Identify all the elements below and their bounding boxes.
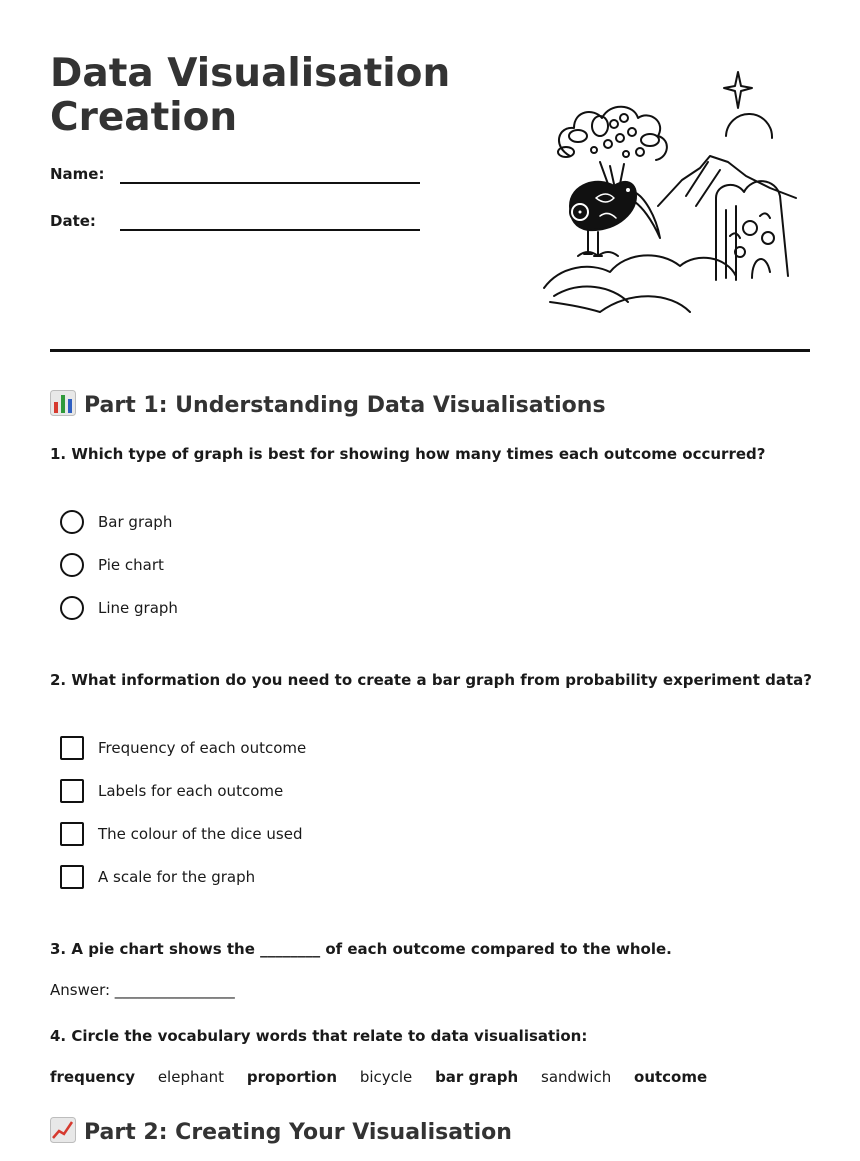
question-3: 3. A pie chart shows the ________ of each outcome compared to the whole. (50, 940, 672, 958)
part1-heading-text: Part 1: Understanding Data Visualisations (84, 393, 606, 418)
line-chart-icon (50, 1117, 76, 1143)
header-divider (50, 349, 810, 352)
q3-answer-line[interactable]: Answer: ________________ (50, 981, 235, 999)
vocab-word[interactable]: frequency (50, 1068, 136, 1086)
option-label: Line graph (98, 599, 178, 617)
question-2: 2. What information do you need to create a bar graph from probability experiment data? (50, 671, 812, 689)
option-label: Frequency of each outcome (98, 739, 307, 757)
checkbox[interactable] (60, 736, 84, 760)
name-label: Name: (50, 165, 105, 183)
question-4: 4. Circle the vocabulary words that relate to data visualisation: (50, 1027, 588, 1045)
vocab-word[interactable]: outcome (634, 1068, 708, 1086)
vocabulary-word-list (50, 1067, 725, 1087)
checkbox[interactable] (60, 779, 84, 803)
option-label: Pie chart (98, 556, 164, 574)
vocab-word[interactable]: bar graph (435, 1068, 519, 1086)
option-label: The colour of the dice used (98, 825, 303, 843)
question-1: 1. Which type of graph is best for showing how many times each outcome occurred? (50, 445, 766, 463)
date-field-row (50, 212, 470, 242)
option-label: A scale for the graph (98, 868, 256, 886)
name-field-row (50, 165, 470, 195)
radio-button[interactable] (60, 553, 84, 577)
page-title: Data Visualisation Creation (50, 51, 451, 140)
option-label: Bar graph (98, 513, 173, 531)
option-label: Labels for each outcome (98, 782, 284, 800)
checkbox[interactable] (60, 865, 84, 889)
date-label: Date: (50, 212, 96, 230)
bar-chart-icon (50, 390, 76, 416)
part2-heading-text: Part 2: Creating Your Visualisation (84, 1120, 512, 1145)
checkbox[interactable] (60, 822, 84, 846)
part2-heading (50, 1117, 512, 1147)
date-write-line[interactable] (120, 229, 420, 231)
radio-button[interactable] (60, 510, 84, 534)
vocab-word[interactable]: elephant (157, 1068, 225, 1086)
part1-heading (50, 390, 606, 420)
vocab-word[interactable]: sandwich (541, 1068, 612, 1086)
name-write-line[interactable] (120, 182, 420, 184)
radio-button[interactable] (60, 596, 84, 620)
kiwi-bird-illustration (540, 66, 802, 316)
vocab-word[interactable]: proportion (246, 1068, 338, 1086)
vocab-word[interactable]: bicycle (359, 1068, 413, 1086)
